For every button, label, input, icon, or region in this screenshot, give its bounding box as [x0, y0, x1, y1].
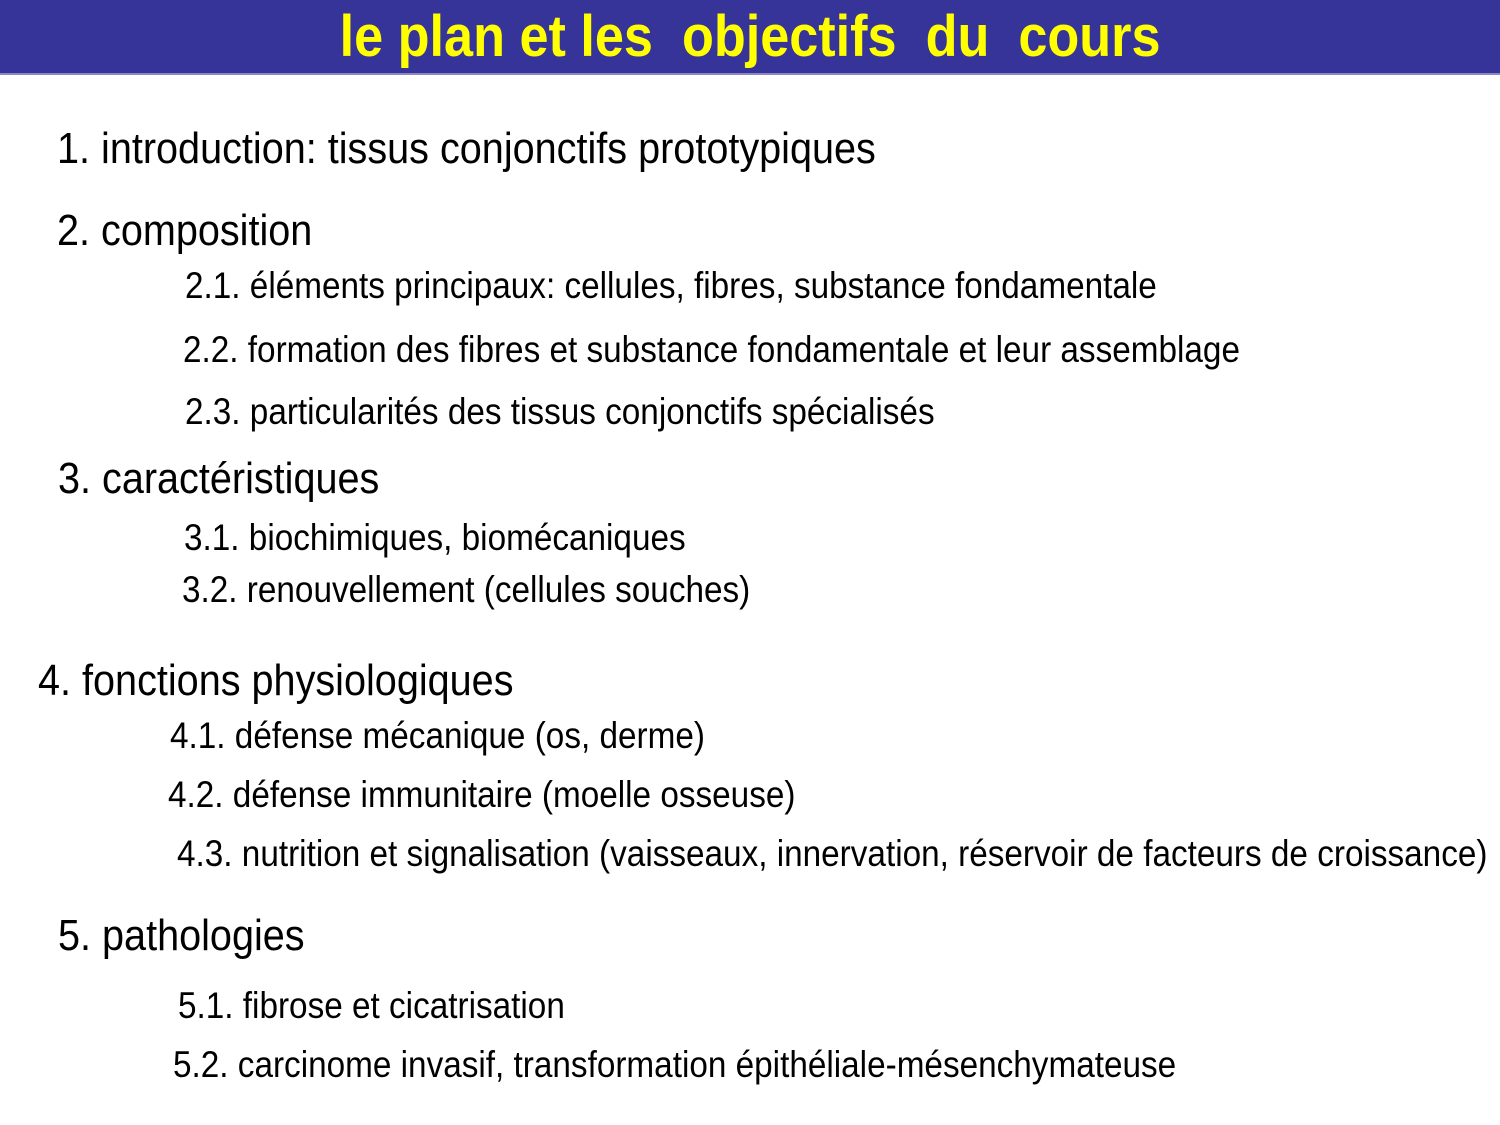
outline-section-5: 5. pathologies	[58, 911, 305, 960]
outline-item-2-2: 2.2. formation des fibres et substance fondamentale et leur assemblage	[183, 329, 1240, 370]
outline-item-3-2: 3.2. renouvellement (cellules souches)	[182, 569, 751, 610]
outline-item-4-1: 4.1. défense mécanique (os, derme)	[170, 715, 705, 756]
outline-item-3-1: 3.1. biochimiques, biomécaniques	[184, 517, 686, 558]
slide-title: le plan et les objectifs du cours	[339, 3, 1161, 69]
outline-item-5-2: 5.2. carcinome invasif, transformation épithéliale-mésenchymateuse	[173, 1044, 1177, 1085]
outline-item-4-2: 4.2. défense immunitaire (moelle osseuse)	[168, 774, 796, 815]
outline-section-3: 3. caractéristiques	[58, 454, 380, 503]
outline-item-4-3: 4.3. nutrition et signalisation (vaisseaux, innervation, réservoir de facteurs de croissance)	[177, 833, 1488, 874]
outline-section-2: 2. composition	[57, 206, 313, 255]
outline-item-5-1: 5.1. fibrose et cicatrisation	[178, 985, 565, 1026]
outline-section-1: 1. introduction: tissus conjonctifs prototypiques	[57, 124, 876, 173]
outline-item-2-3: 2.3. particularités des tissus conjonctifs spécialisés	[185, 391, 935, 432]
outline-item-2-1: 2.1. éléments principaux: cellules, fibres, substance fondamentale	[185, 265, 1157, 306]
outline-section-4: 4. fonctions physiologiques	[38, 656, 514, 705]
